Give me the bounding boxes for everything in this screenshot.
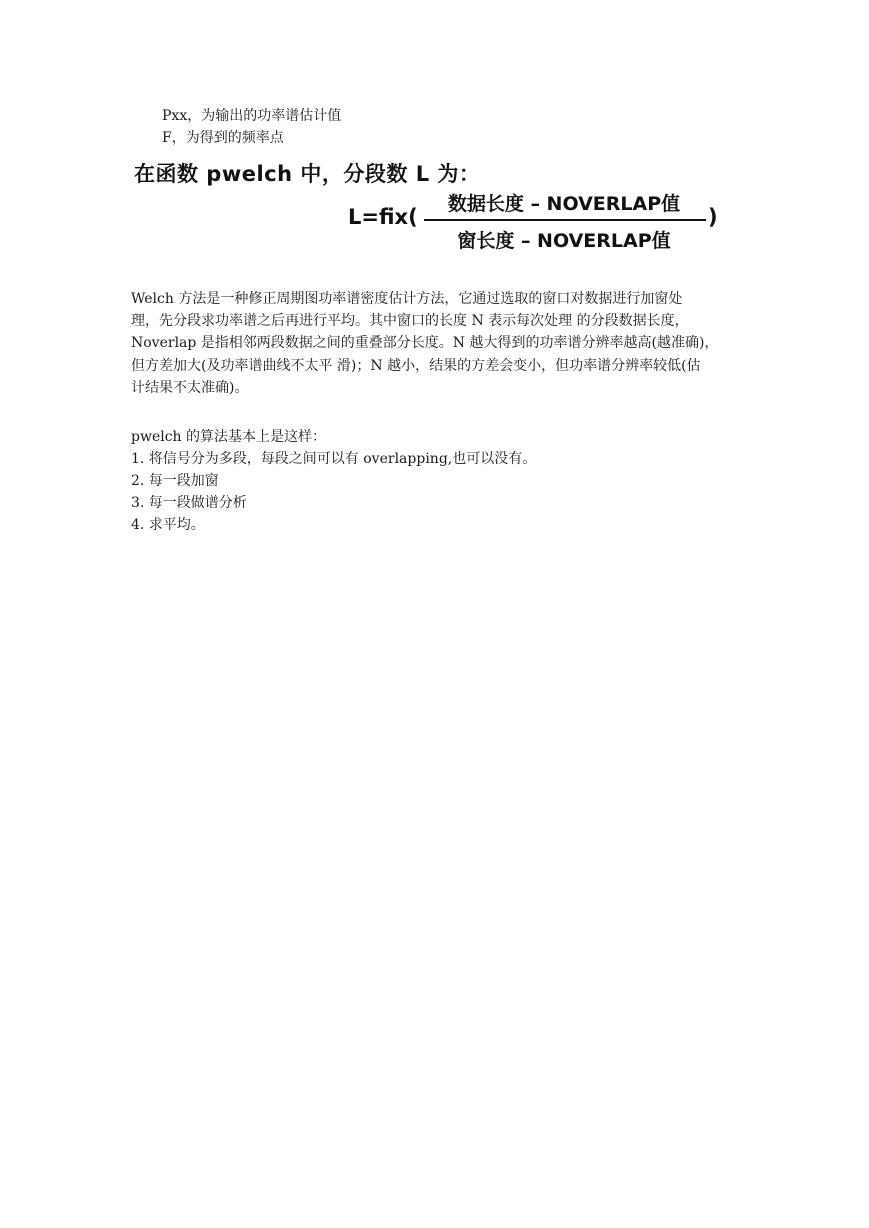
paragraph-line: 理，先分段求功率谱之后再进行平均。其中窗口的长度 N 表示每次处理 的分段数据长度， (131, 313, 689, 329)
f-description: F，为得到的频率点 (162, 130, 284, 146)
formula-figure (132, 156, 732, 260)
algorithm-step: 3. 每一段做谱分析 (131, 495, 247, 511)
fraction-bar (424, 219, 706, 221)
algorithm-heading: pwelch 的算法基本上是这样： (131, 429, 327, 445)
formula-rhs: ) (708, 205, 718, 229)
pxx-description: Pxx，为输出的功率谱估计值 (162, 108, 342, 124)
formula-numerator: 数据长度 – NOVERLAP值 (447, 193, 681, 215)
formula-lhs: L=fix( (348, 205, 418, 229)
paragraph-line: 计结果不太准确)。 (131, 380, 249, 396)
algorithm-step: 4. 求平均。 (131, 517, 205, 533)
formula-denominator: 窗长度 – NOVERLAP值 (457, 230, 671, 252)
algorithm-step: 2. 每一段加窗 (131, 473, 219, 489)
formula-heading: 在函数 pwelch 中，分段数 L 为： (134, 162, 481, 186)
paragraph-line: Noverlap 是指相邻两段数据之间的重叠部分长度。N 越大得到的功率谱分辨率越高(越准确)， (131, 335, 719, 351)
paragraph-line: 但方差加大(及功率谱曲线不太平 滑)；N 越小，结果的方差会变小，但功率谱分辨率较低(估 (131, 358, 701, 374)
paragraph-line: Welch 方法是一种修正周期图功率谱密度估计方法，它通过选取的窗口对数据进行加窗处 (131, 291, 683, 307)
algorithm-step: 1. 将信号分为多段，每段之间可以有 overlapping,也可以没有。 (131, 451, 537, 467)
